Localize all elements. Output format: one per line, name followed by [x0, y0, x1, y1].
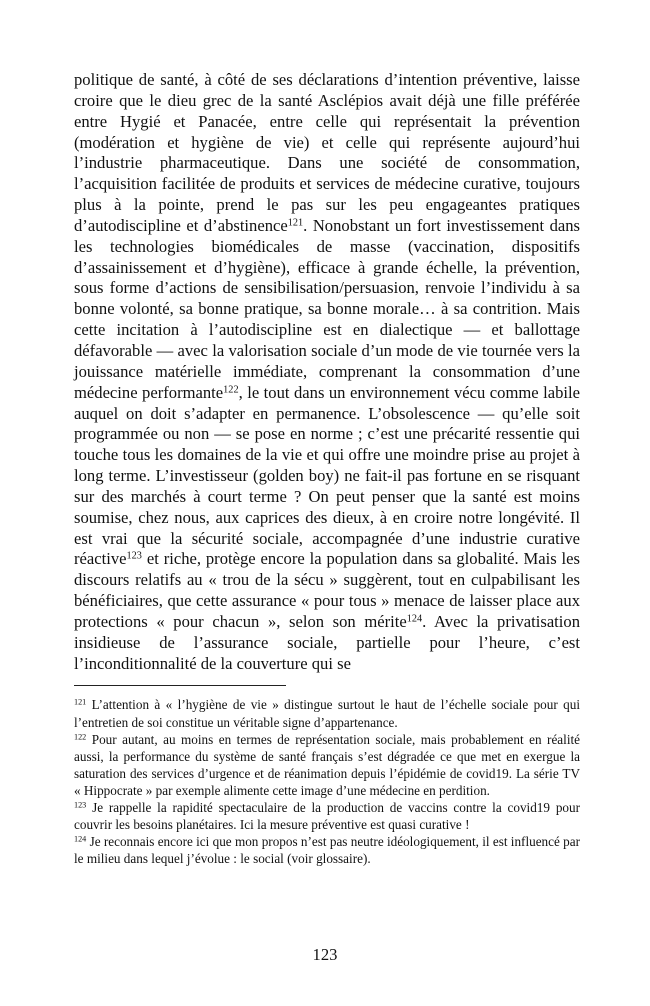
footnote-number: 124 — [74, 834, 87, 844]
footnote-text: Pour autant, au moins en termes de représentation sociale, mais probablement en réalité aussi, la performance du système de santé français s’est dégradée ce que met en exergue la saturation des services d’urgence et de réanimation depuis l’épidémie de covid19. La série TV « Hippocrate » par exemple alimente cette image d’une médecine en perdition. — [74, 731, 580, 798]
footnote-ref-122[interactable]: 122 — [223, 384, 239, 395]
footnote-ref-121[interactable]: 121 — [287, 217, 304, 229]
body-text-segment: . Nonobstant un fort investissement dans les technologies biomédicales de masse (vaccination, dispositifs d’assainissement et d’hygiène), efficace à grande échelle, la prévention, sous forme d’actions de sensibilisation/persuasion, renvoie l’individu à sa bonne volonté, sa bonne pratique, sa bonne morale… à sa contrition. Mais cette incitation à l’autodiscipline est en dialectique — et ballottage défavorable — avec la valorisation sociale d’un mode de vie tournée vers la jouissance matérielle immédiate, comprenant la consommation d’une médecine performante — [74, 215, 581, 402]
footnote-121 — [74, 696, 580, 730]
footnote-number: 121 — [74, 697, 87, 707]
page-number: 123 — [312, 945, 338, 964]
footnotes — [74, 696, 580, 867]
body-text-segment: , le tout dans un environnement vécu comme labile auquel on doit s’adapter en permanence. L’obsolescence — qu’elle soit programmée ou non — se pose en norme ; c’est une précarité ressentie qui touche tous les domaines de la vie et qui offre une moindre prise au projet à long terme. L’investisseur (golden boy) ne fait-il pas fortune en se risquant sur des marchés à court terme ? On peut penser que la santé est moins soumise, chez nous, aux caprices des dieux, à en croire notre longévité. Il est vrai que la sécurité sociale, accompagnée d’une industrie curative réactive — [74, 382, 580, 569]
footnote-ref-124[interactable]: 124 — [406, 613, 423, 625]
footnote-122 — [74, 731, 580, 799]
footnote-number: 123 — [74, 800, 87, 810]
footnote-number: 122 — [74, 732, 87, 742]
page-content — [74, 70, 580, 867]
footnote-text: L’attention à « l’hygiène de vie » distingue surtout le haut de l’échelle sociale pour qui l’entretien de soi constitue un véritable signe d’appartenance. — [74, 697, 580, 730]
body-text-segment: . Avec la privatisation insidieuse de l’assurance sociale, partielle pour l’heure, c’est l’inconditionnalité de la couverture qui se — [74, 611, 580, 673]
footnote-text: Je reconnais encore ici que mon propos n’est pas neutre idéologiquement, il est influencé par le milieu dans lequel j’évolue : le social (voir glossaire). — [74, 834, 580, 867]
body-text-segment: et riche, protège encore la population dans sa globalité. Mais les discours relatifs au « trou de la sécu » suggèrent, tout en culpabilisant les bénéficiaires, que cette assurance « pour tous » menace de laisser place aux protections « pour chacun », selon son mérite — [74, 549, 580, 631]
footnote-separator — [74, 685, 286, 686]
footnote-124 — [74, 833, 580, 867]
footnote-123 — [74, 799, 580, 833]
footnote-ref-123[interactable]: 123 — [126, 550, 142, 562]
body-paragraph — [74, 70, 580, 674]
body-text-segment: politique de santé, à côté de ses déclarations d’intention préventive, laisse croire que le dieu grec de la santé Asclépios avait déjà une fille préférée entre Hygié et Panacée, entre celle qui représentait la prévention (modération et hygiène de vie) et celle qui représente aujourd’hui l’industrie pharmaceutique. Dans une société de consommation, l’acquisition facilitée de produits et services de médecine curative, toujours plus à la pointe, prend le pas sur les peu engageantes pratiques d’autodiscipline et d’abstinence — [74, 70, 580, 235]
footnote-text: Je rappelle la rapidité spectaculaire de la production de vaccins contre la covid19 pour couvrir les besoins planétaires. Ici la mesure préventive est quasi curative ! — [74, 800, 580, 833]
